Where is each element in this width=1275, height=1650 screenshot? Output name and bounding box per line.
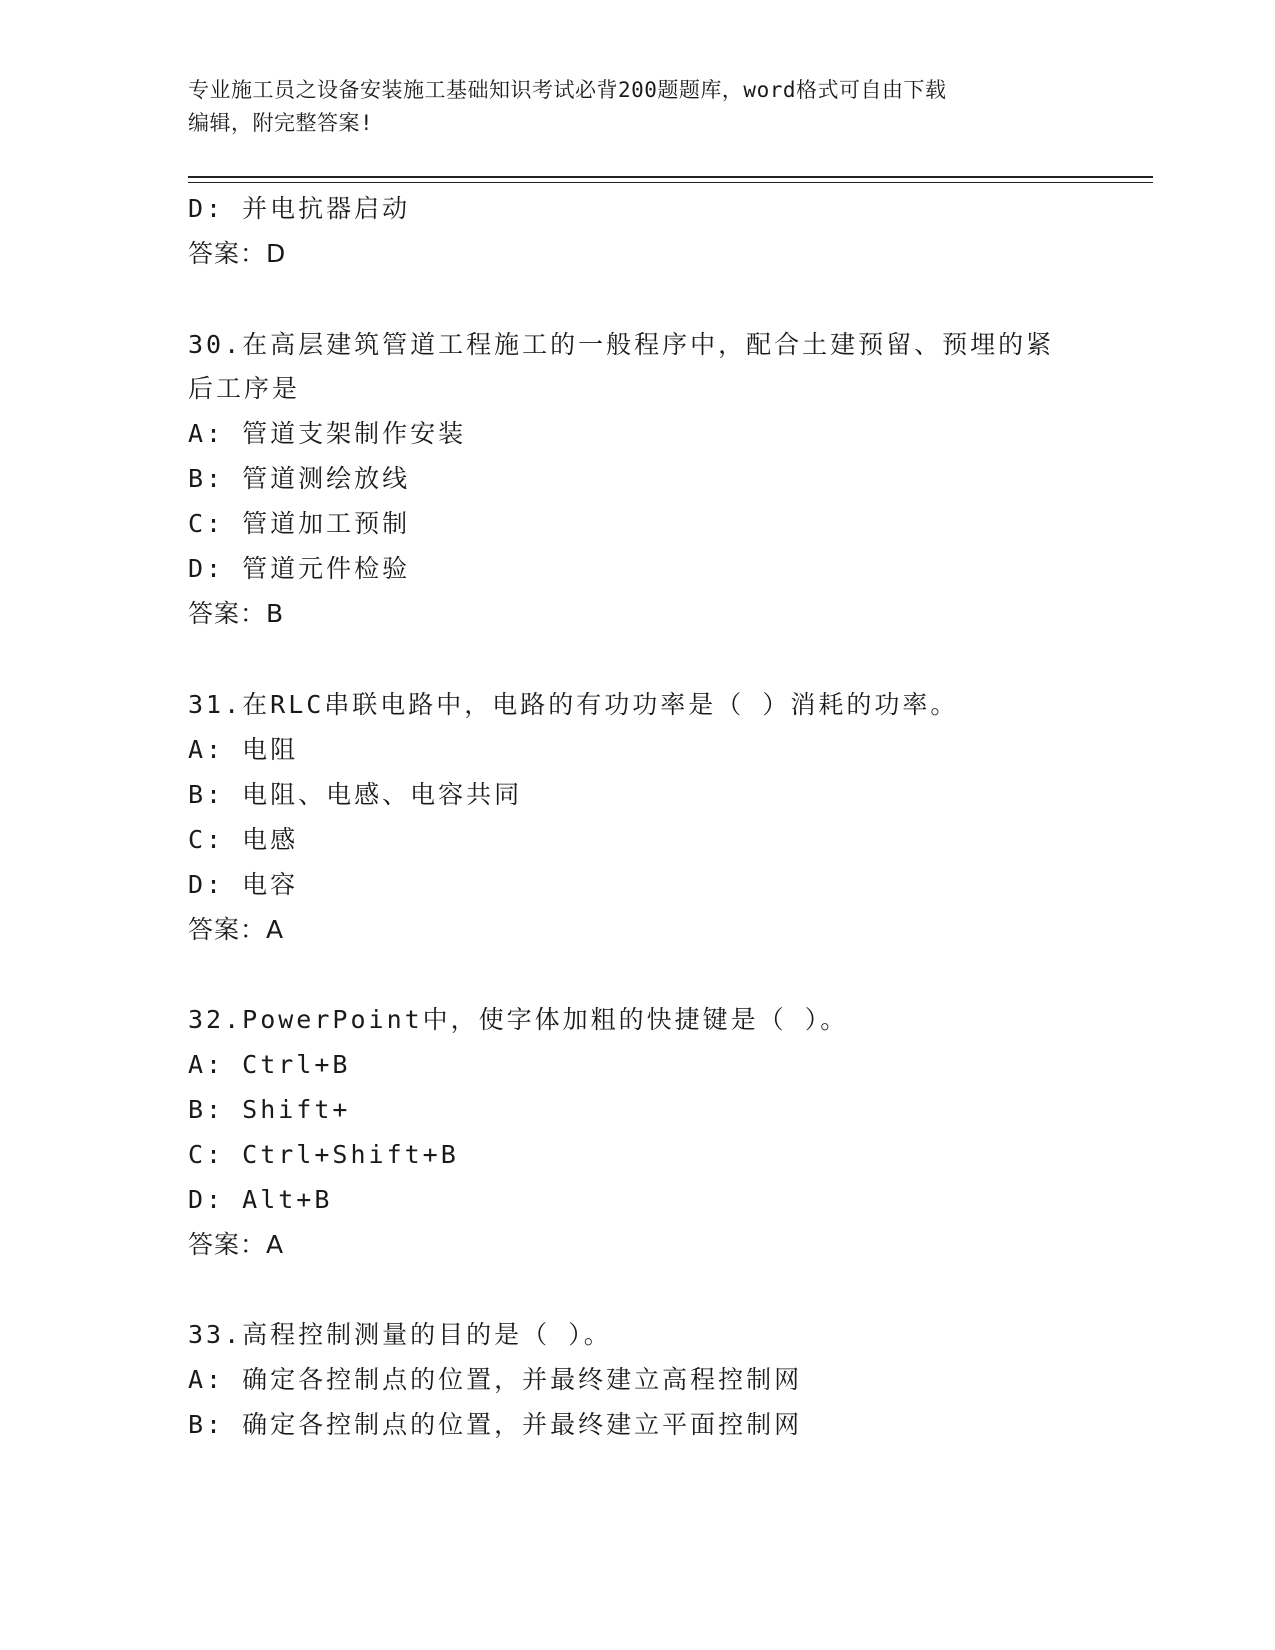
q32-option-b: B: Shift+ bbox=[188, 1095, 351, 1124]
q31-option-b: B: 电阻、电感、电容共同 bbox=[188, 780, 523, 809]
q30-answer: 答案：B bbox=[188, 599, 285, 628]
q32-option-a: A: Ctrl+B bbox=[188, 1050, 351, 1079]
header-divider bbox=[188, 176, 1153, 178]
header-title-line1: 专业施工员之设备安装施工基础知识考试必背200题题库，word格式可自由下载 bbox=[188, 78, 947, 102]
q32-stem: 32.PowerPoint中，使字体加粗的快捷键是（ ）。 bbox=[188, 1005, 849, 1034]
q33-option-b: B: 确定各控制点的位置，并最终建立平面控制网 bbox=[188, 1410, 803, 1439]
q30-stem-line2: 后工序是 bbox=[188, 374, 301, 403]
q31-option-c: C: 电感 bbox=[188, 825, 299, 854]
q32-answer: 答案：A bbox=[188, 1230, 285, 1259]
header-title-line2: 编辑，附完整答案! bbox=[188, 111, 374, 135]
q30-option-c: C: 管道加工预制 bbox=[188, 509, 411, 538]
q31-answer: 答案：A bbox=[188, 915, 285, 944]
page-header bbox=[188, 74, 1088, 140]
q31-option-a: A: 电阻 bbox=[188, 735, 299, 764]
q33-option-a: A: 确定各控制点的位置，并最终建立高程控制网 bbox=[188, 1365, 803, 1394]
q30-option-a: A: 管道支架制作安装 bbox=[188, 419, 467, 448]
q33-stem: 33.高程控制测量的目的是（ ）。 bbox=[188, 1320, 612, 1349]
prev-option-d: D: 并电抗器启动 bbox=[188, 194, 411, 223]
q31-option-d: D: 电容 bbox=[188, 870, 299, 899]
prev-answer: 答案：D bbox=[188, 239, 287, 268]
q30-option-b: B: 管道测绘放线 bbox=[188, 464, 411, 493]
q31-stem: 31.在RLC串联电路中，电路的有功功率是（ ）消耗的功率。 bbox=[188, 690, 959, 719]
q32-option-c: C: Ctrl+Shift+B bbox=[188, 1140, 459, 1169]
q32-option-d: D: Alt+B bbox=[188, 1185, 333, 1214]
q30-stem-line1: 30.在高层建筑管道工程施工的一般程序中，配合土建预留、预埋的紧 bbox=[188, 330, 1055, 359]
header-divider-thin bbox=[188, 182, 1153, 183]
q30-option-d: D: 管道元件检验 bbox=[188, 554, 411, 583]
